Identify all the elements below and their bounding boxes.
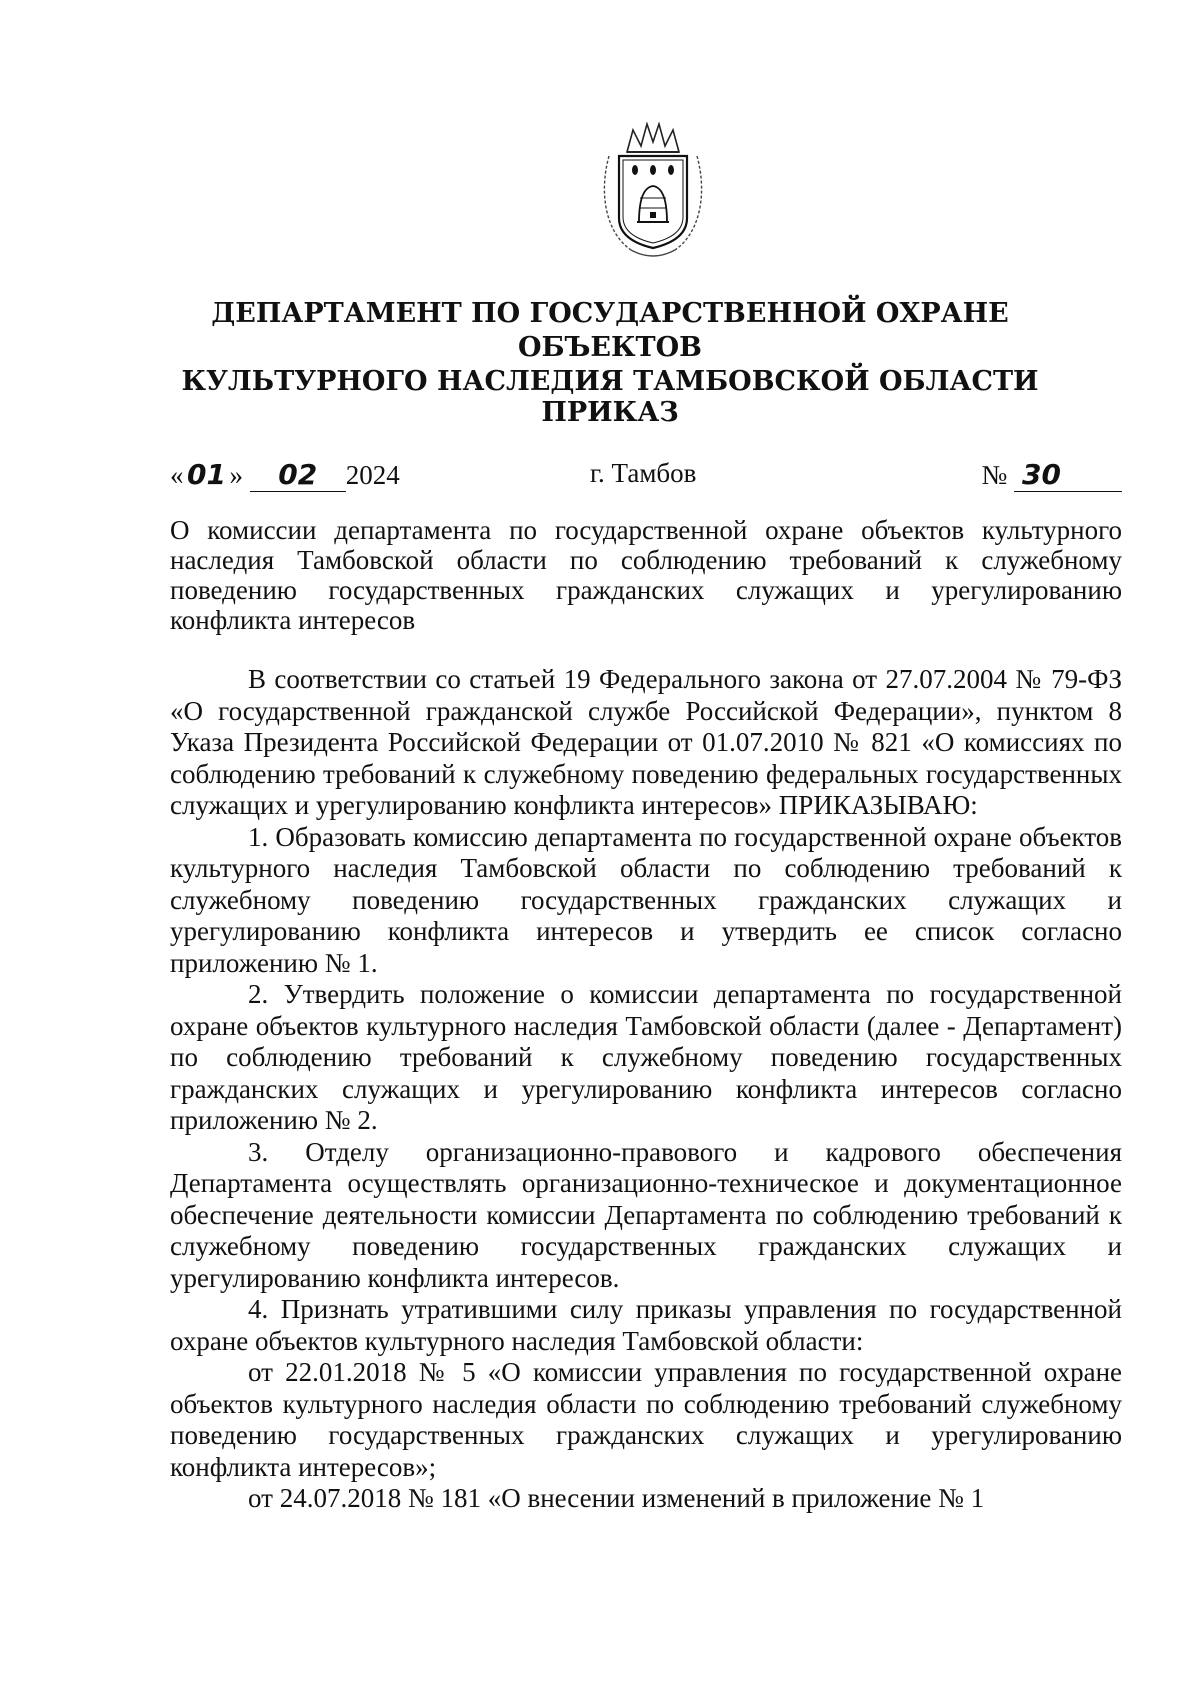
document-number xyxy=(981,458,1122,492)
handwritten-number: 30 xyxy=(1014,458,1122,492)
document-city: г. Тамбов xyxy=(590,458,697,488)
order-item-2: 2. Утвердить положение о комиссии департамента по государственной охране объектов культурного наследия Тамбовской области (далее - Департамент) по соблюдению требований к служебному поведению государственных гражданских служащих и урегулированию конфликта интересов согласно приложению № 2. xyxy=(170,979,1122,1135)
handwritten-day: 01 xyxy=(187,458,226,491)
document-meta-row xyxy=(170,458,1122,500)
document-body xyxy=(170,664,1122,1515)
preamble-paragraph: В соответствии со статьей 19 Федерального закона от 27.07.2004 № 79-ФЗ «О государственной гражданской службе Российской Федерации», пунктом 8 Указа Президента Российской Федерации от 01.07.2010 № 821 «О комиссиях по соблюдению требований к служебному поведению федеральных государственных служащих и урегулированию конфликта интересов» ПРИКАЗЫВАЮ: xyxy=(170,664,1122,820)
number-label: № xyxy=(981,460,1008,490)
document-year: 2024 xyxy=(345,460,400,490)
order-item-3: 3. Отделу организационно-правового и кадрового обеспечения Департамента осуществлять организационно-техническое и документационное обеспечение деятельности комиссии Департамента по соблюдению требований к служебному поведению государственных гражданских служащих и урегулированию конфликта интересов. xyxy=(170,1136,1122,1293)
handwritten-month: 02 xyxy=(250,458,346,492)
order-item-4-subitem-b: от 24.07.2018 № 181 «О внесении изменений в приложение № 1 xyxy=(248,1483,985,1513)
order-item-1: 1. Образовать комиссию департамента по государственной охране объектов культурного наследия Тамбовской области по соблюдению требований к служебному поведению государственных гражданских служащих и урегулированию конфликта интересов и утвердить ее список согласно приложению № 1. xyxy=(170,821,1122,978)
organization-title-line2: КУЛЬТУРНОГО НАСЛЕДИЯ ТАМБОВСКОЙ ОБЛАСТИ xyxy=(181,366,1039,397)
document-date xyxy=(170,458,400,492)
document-subject: О комиссии департамента по государственной охране объектов культурного наследия Тамбовской области по соблюдению требований к служебному поведению государственных гражданских служащих и урегулированию конфликта интересов xyxy=(170,515,1122,635)
date-quote-open: « xyxy=(170,460,184,490)
organization-title-line1: ДЕПАРТАМЕНТ ПО ГОСУДАРСТВЕННОЙ ОХРАНЕ ОБЪЕКТОВ xyxy=(211,298,1009,363)
coat-of-arms-emblem xyxy=(597,122,709,262)
date-quote-close: » xyxy=(229,460,243,490)
document-type-title: ПРИКАЗ xyxy=(541,397,679,428)
coat-of-arms-icon xyxy=(597,122,709,262)
order-item-4-subitem-a: от 22.01.2018 № 5 «О комиссии управления по государственной охране объектов культурного наследия области по соблюдению требований служебному поведению государственных гражданских служащих и урегулированию конфликта интересов»; xyxy=(170,1357,1122,1482)
organization-title xyxy=(150,297,1070,399)
order-item-4: 4. Признать утратившими силу приказы управления по государственной охране объектов культурного наследия Тамбовской области: xyxy=(170,1294,1122,1356)
